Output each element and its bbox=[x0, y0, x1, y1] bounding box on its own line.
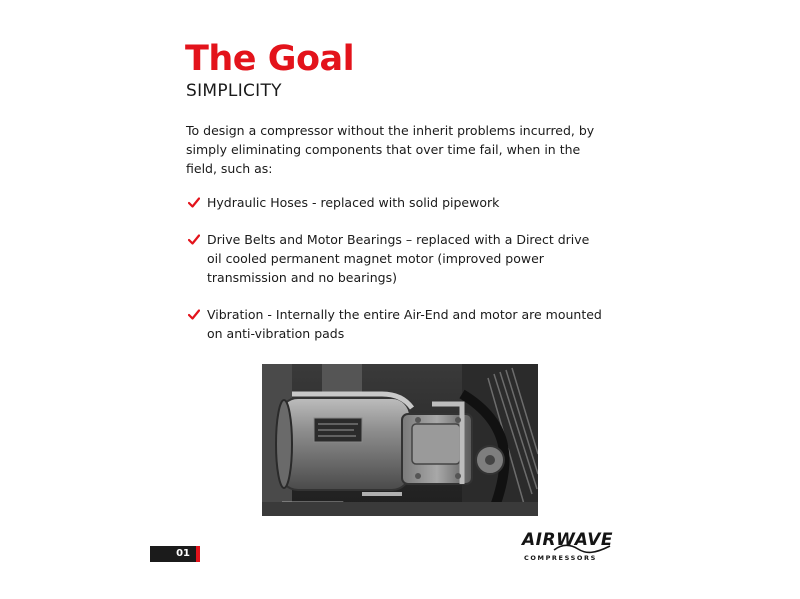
page-number-badge bbox=[150, 546, 196, 562]
check-icon bbox=[188, 197, 200, 208]
check-icon bbox=[188, 309, 200, 320]
compressor-photo bbox=[262, 364, 538, 516]
intro-paragraph: To design a compressor without the inherit problems incurred, by simply eliminating components that over time fail, when in the field, such as: bbox=[186, 123, 595, 176]
wave-icon bbox=[552, 542, 612, 554]
list-item bbox=[186, 193, 606, 212]
bullet-list bbox=[186, 193, 606, 343]
check-icon bbox=[188, 234, 200, 245]
logo-subtext: COMPRESSORS bbox=[524, 554, 597, 562]
page-subtitle: SIMPLICITY bbox=[186, 81, 282, 101]
list-item bbox=[186, 305, 606, 343]
bullet-text: Vibration - Internally the entire Air-End and motor are mounted on anti-vibration pads bbox=[207, 307, 602, 341]
page-number: 01 bbox=[176, 548, 190, 559]
page-title: The Goal bbox=[185, 39, 355, 79]
page-number-accent bbox=[196, 546, 200, 562]
brand-logo bbox=[518, 528, 618, 566]
bullet-text: Drive Belts and Motor Bearings – replaced with a Direct drive oil cooled permanent magnet motor (improved power transmission and no bearings) bbox=[207, 232, 590, 285]
bullet-text: Hydraulic Hoses - replaced with solid pipework bbox=[207, 195, 500, 210]
logo-wordmark: AIRWAVE bbox=[522, 530, 613, 550]
compressor-illustration bbox=[262, 364, 538, 516]
list-item bbox=[186, 230, 606, 287]
